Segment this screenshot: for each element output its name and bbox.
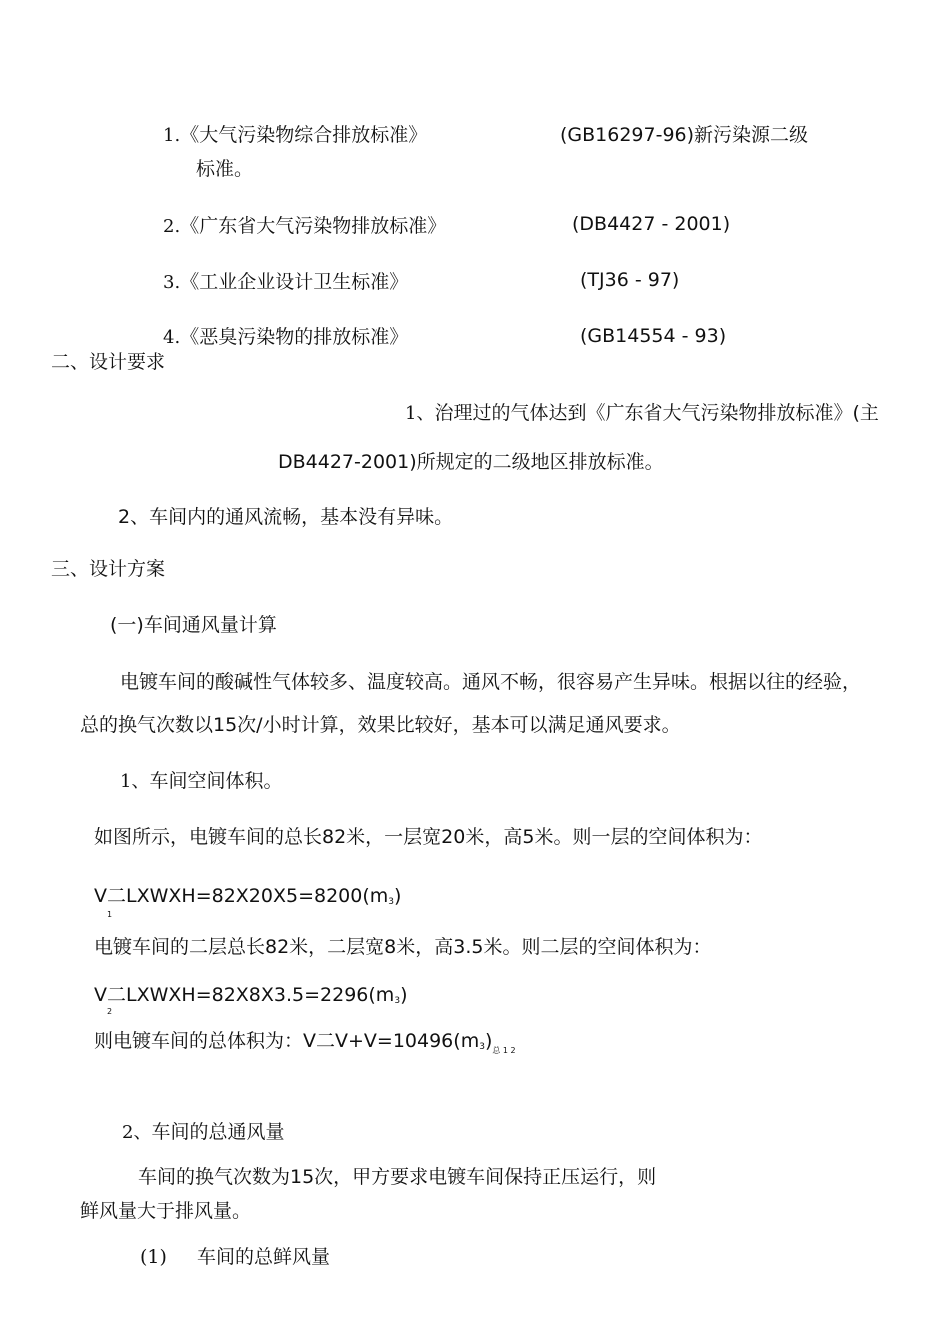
paragraph-1-line-2: 总的换气次数以15次/小时计算，效果比较好，基本可以满足通风要求。 [80, 714, 681, 736]
standard-2-title: 《广东省大气污染物排放标准》 [180, 215, 447, 237]
standard-1-code: (GB16297-96)新污染源二级 [560, 124, 809, 146]
standard-3-code: (TJ36 - 97) [580, 269, 680, 291]
standard-1-title: 《大气污染物综合排放标准》 [180, 124, 428, 146]
total-volume-unit-exponent: 3 [479, 1042, 485, 1052]
standard-4-number: 4. [163, 327, 181, 348]
sub-item-1-number: (1) [140, 1246, 167, 1268]
standard-1-continuation: 标准。 [196, 158, 254, 180]
requirement-2: 2、车间内的通风流畅，基本没有异味。 [118, 506, 454, 528]
total-volume-subscripts: 总 1 2 [492, 1046, 516, 1055]
paragraph-1-line-1: 电镀车间的酸碱性气体较多、温度较高。通风不畅，很容易产生异味。根据以往的经验， [120, 671, 862, 693]
equation-2-unit-exponent: 3 [394, 996, 401, 1006]
item-2-text: 车间的总通风量 [151, 1121, 285, 1143]
item-1-number: 1、 [120, 771, 150, 792]
requirement-1-number: 1、 [405, 403, 435, 424]
standard-3-title: 《工业企业设计卫生标准》 [180, 271, 409, 293]
section-2-heading: 二、设计要求 [51, 351, 166, 373]
requirement-1 [405, 404, 879, 423]
requirement-1-text: 治理过的气体达到《广东省大气污染物排放标准》(主 [434, 402, 879, 424]
paragraph-2-line-1: 车间的换气次数为15次，甲方要求电镀车间保持正压运行，则 [138, 1166, 657, 1188]
standard-2-code: (DB4427 - 2001) [572, 213, 731, 235]
standard-4-title: 《恶臭污染物的排放标准》 [180, 326, 409, 348]
standard-4-code: (GB14554 - 93) [580, 325, 727, 347]
description-1: 如图所示，电镀车间的总长82米，一层宽20米，高5米。则一层的空间体积为： [94, 826, 763, 848]
equation-2-subscript: 2 [107, 1007, 113, 1016]
requirement-1-continuation: DB4427-2001)所规定的二级地区排放标准。 [278, 451, 664, 473]
equation-2-main: V二LXWXH=82X8X3.5=2296(m [94, 984, 395, 1006]
sub-item-1-text: 车间的总鲜风量 [197, 1246, 331, 1268]
standard-2 [163, 217, 446, 236]
standard-3 [163, 273, 408, 292]
section-3-heading: 三、设计方案 [51, 558, 166, 580]
item-2 [122, 1123, 284, 1142]
item-2-number: 2、 [122, 1122, 152, 1143]
equation-2 [94, 986, 407, 1005]
item-1 [120, 772, 282, 791]
standard-1 [163, 126, 427, 145]
standard-2-number: 2. [163, 216, 181, 237]
equation-1-unit-exponent: 3 [388, 897, 395, 907]
equation-1 [94, 887, 401, 906]
standard-1-number: 1. [163, 125, 181, 146]
description-2: 电镀车间的二层总长82米，二层宽8米，高3.5米。则二层的空间体积为： [94, 936, 712, 958]
equation-2-close: ) [400, 984, 408, 1006]
standard-3-number: 3. [163, 272, 181, 293]
total-volume [94, 1030, 516, 1055]
equation-1-subscript: 1 [107, 910, 113, 919]
item-1-text: 车间空间体积。 [149, 770, 283, 792]
total-volume-close: ) [484, 1030, 493, 1052]
standard-4 [163, 328, 408, 347]
subsection-1-heading: (一)车间通风量计算 [110, 614, 277, 636]
equation-1-close: ) [394, 885, 402, 907]
equation-1-main: V二LXWXH=82X20X5=8200(m [94, 885, 389, 907]
total-volume-text: 则电镀车间的总体积为：V二V+V=10496(m [94, 1030, 480, 1052]
paragraph-2-line-2: 鲜风量大于排风量。 [80, 1200, 252, 1222]
